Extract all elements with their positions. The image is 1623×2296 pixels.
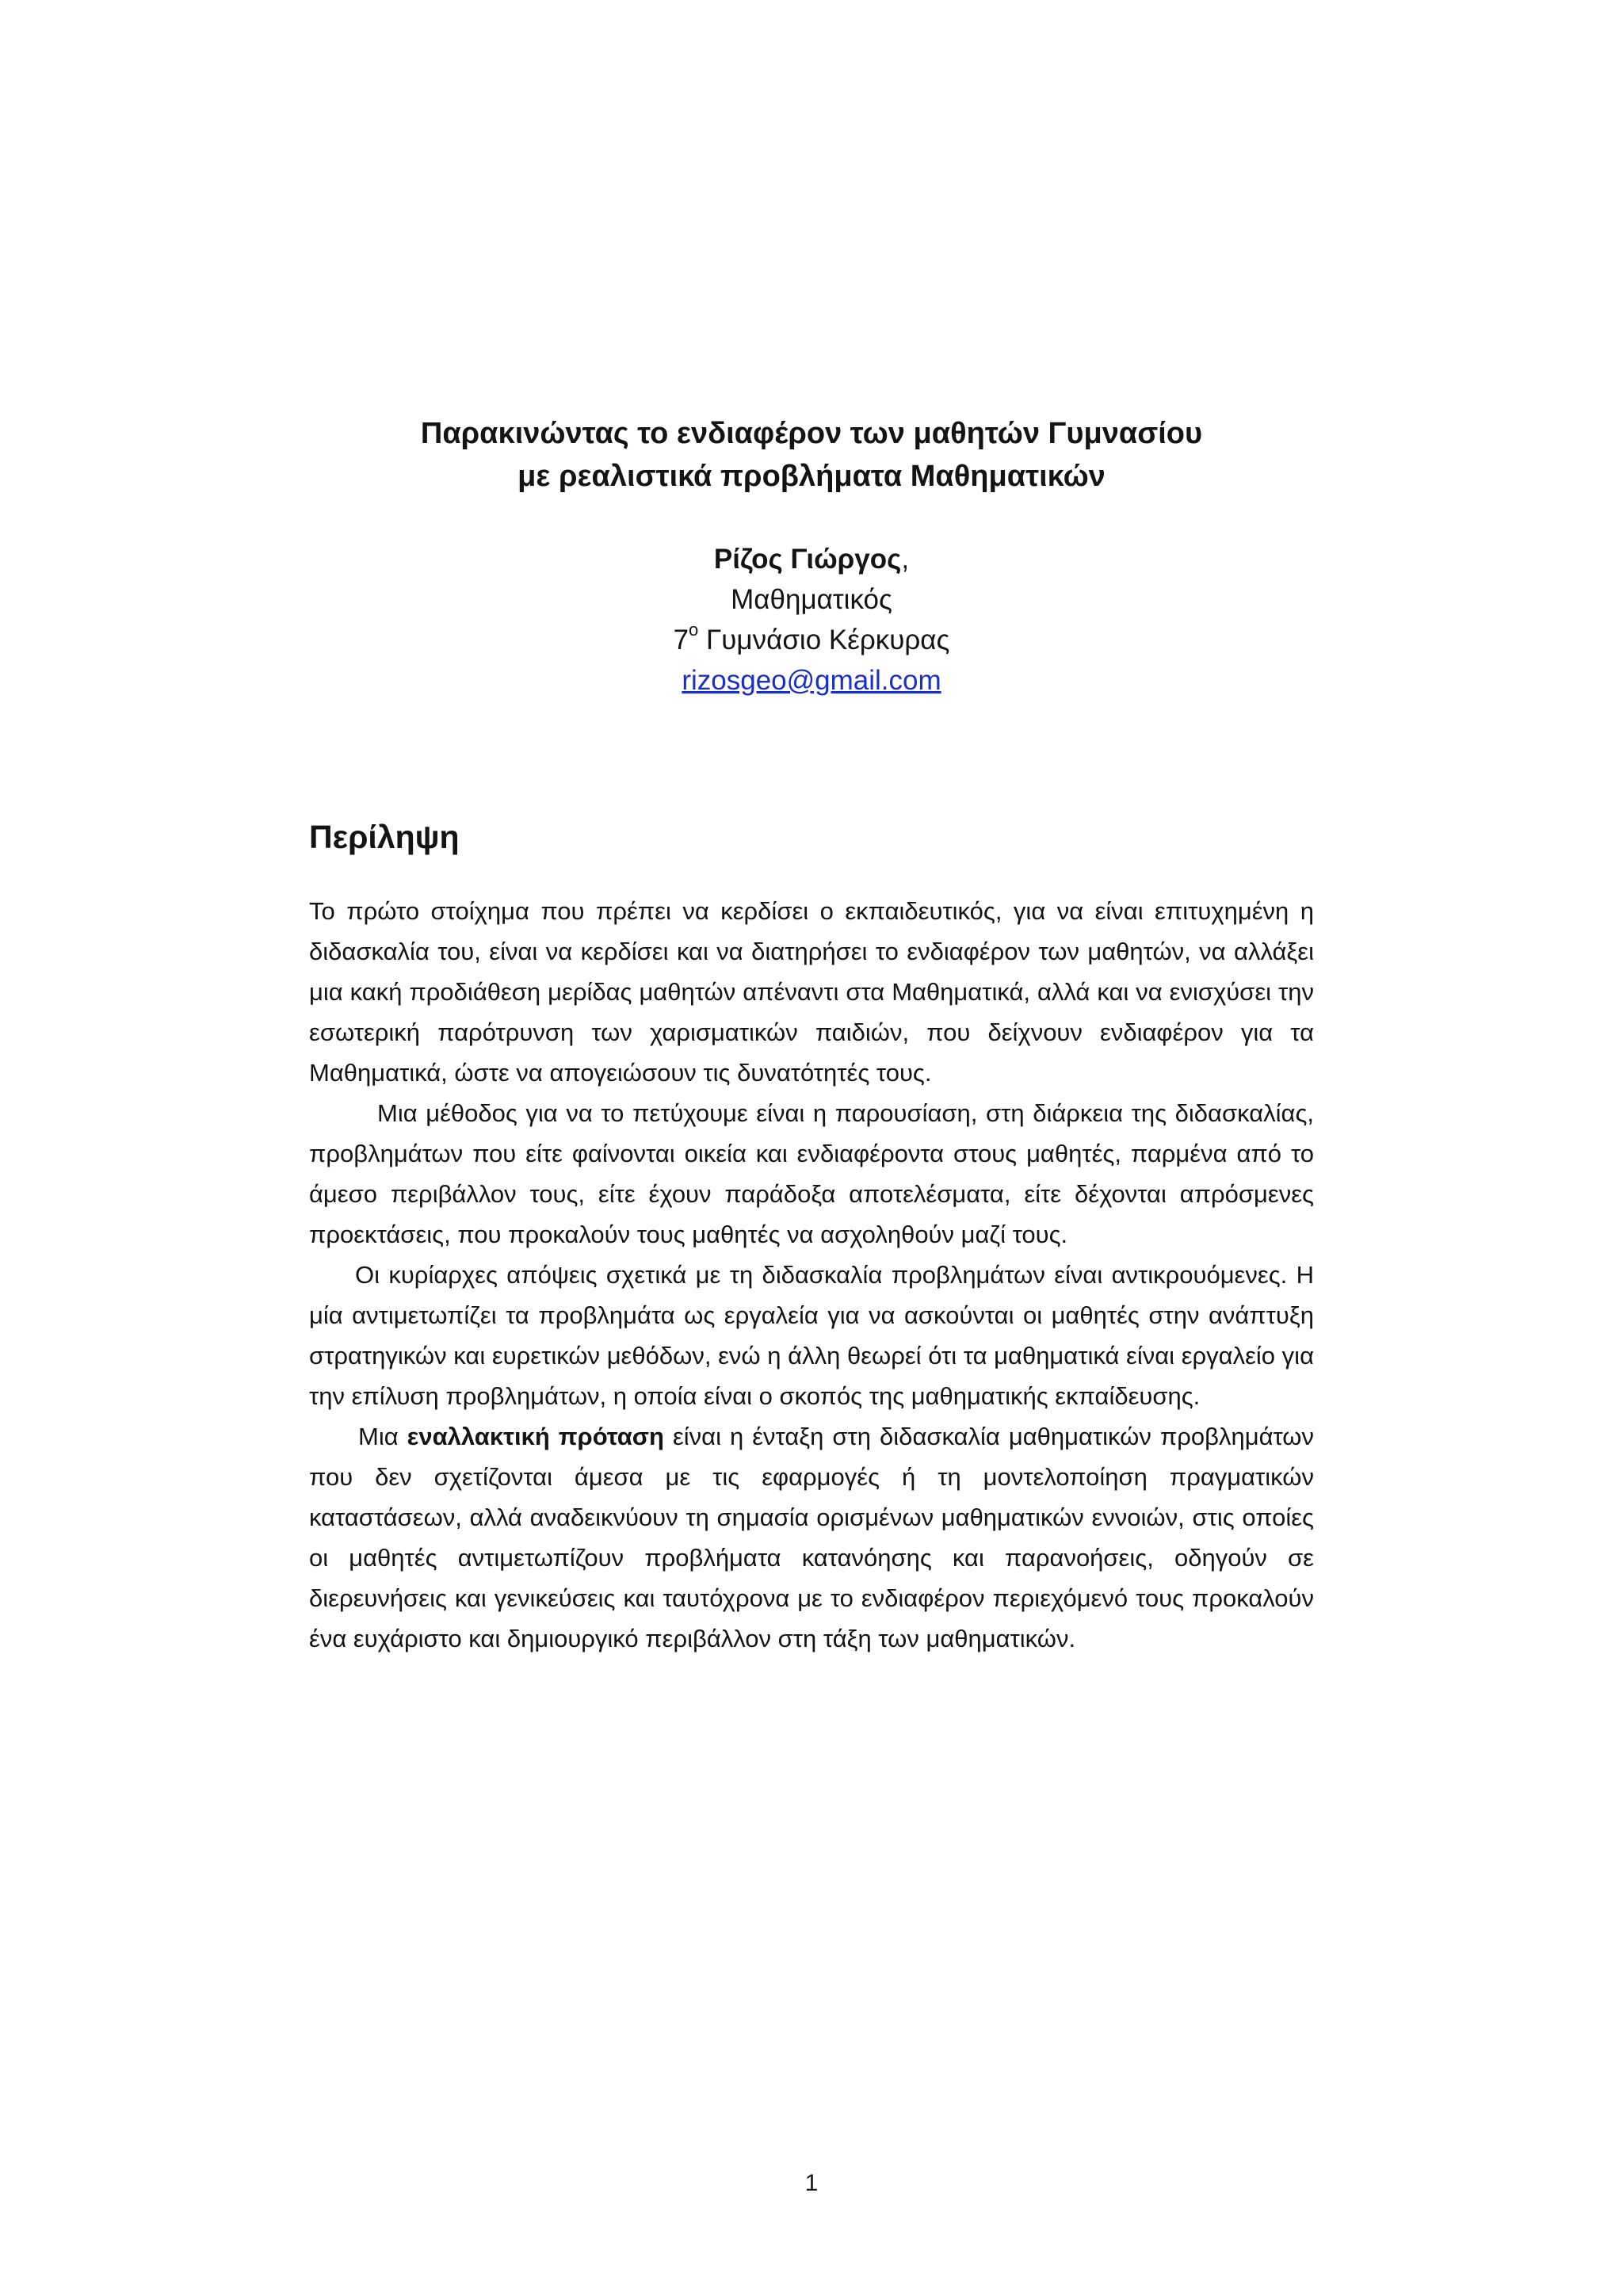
abstract-paragraph-2-text: Μια μέθοδος για να το πετύχουμε είναι η παρουσίαση, στη διάρκεια της διδασκαλίας, προβλημάτων που είτε φαίνονται οικεία και ενδιαφέροντα στους μαθητές, παρμένα από το άμεσο περιβάλλον τους, είτε έχουν παράδοξα αποτελέσματα, είτε δέχονται απρόσμενες προεκτάσεις, που προκαλούν τους μαθητές να ασχοληθούν μαζί τους.: [309, 1099, 1314, 1248]
abstract-body: [309, 891, 1314, 1659]
author-email-link[interactable]: rizosgeo@gmail.com: [682, 665, 941, 696]
author-name: Ρίζος Γιώργος: [713, 544, 902, 575]
author-email-line: [0, 660, 1623, 701]
abstract-paragraph-4-rest: είναι η ένταξη στη διδασκαλία μαθηματικών προβλημάτων που δεν σχετίζονται άμεσα με τις εφαρμογές ή τη μοντελοποίηση πραγματικών καταστάσεων, αλλά αναδεικνύουν τη σημασία ορισμένων μαθηματικών εννοιών, στις οποίες οι μαθητές αντιμετωπίζουν προβλήματα κατανόησης και παρανοήσεις, οδηγούν σε διερευνήσεις και γενικεύσεις και ταυτόχρονα με το ενδιαφέρον περιεχόμενό τους προκαλούν ένα ευχάριστο και δημιουργικό περιβάλλον στη τάξη των μαθηματικών.: [309, 1423, 1314, 1652]
page-number: 1: [804, 2170, 819, 2196]
abstract-paragraph-2: [309, 1093, 1314, 1255]
abstract-paragraph-4-bold: εναλλακτική πρόταση: [407, 1423, 664, 1450]
abstract-heading: Περίληψη: [309, 819, 460, 855]
school-ordinal-superscript: ο: [689, 620, 699, 640]
author-role: Μαθηματικός: [731, 584, 892, 615]
abstract-paragraph-3: [309, 1255, 1314, 1416]
abstract-paragraph-3-text: Οι κυρίαρχες απόψεις σχετικά με τη διδασκαλία προβλημάτων είναι αντικρουόμενες. Η μία αντιμετωπίζει τα προβλημάτα ως εργαλεία για να ασκούνται οι μαθητές στην ανάπτυξη στρατηγικών και ευρετικών μεθόδων, ενώ η άλλη θεωρεί ότι τα μαθηματικά είναι εργαλείο για την επίλυση προβλημάτων, η οποία είναι ο σκοπός της μαθηματικής εκπαίδευσης.: [309, 1261, 1314, 1410]
abstract-paragraph-1: Το πρώτο στοίχημα που πρέπει να κερδίσει ο εκπαιδευτικός, για να είναι επιτυχημένη η διδασκαλία του, είναι να κερδίσει και να διατηρήσει το ενδιαφέρον των μαθητών, να αλλάξει μια κακή προδιάθεση μερίδας μαθητών απέναντι στα Μαθηματικά, αλλά και να ενισχύσει την εσωτερική παρότρυνση των χαρισματικών παιδιών, που δείχνουν ενδιαφέρον για τα Μαθηματικά, ώστε να απογειώσουν τις δυνατότητές τους.: [309, 897, 1314, 1087]
school-number: 7: [673, 625, 689, 655]
author-name-line: [0, 539, 1623, 579]
title-line-2: με ρεαλιστικά προβλήματα Μαθηματικών: [517, 460, 1106, 493]
author-school: [0, 620, 1623, 660]
author-block: [0, 539, 1623, 701]
abstract-paragraph-4-start: Μια: [358, 1423, 407, 1450]
school-name: Γυμνάσιο Κέρκυρας: [706, 625, 950, 655]
document-title: [0, 412, 1623, 498]
abstract-paragraph-4: [309, 1416, 1314, 1659]
author-name-suffix: ,: [901, 544, 910, 575]
title-line-1: Παρακινώντας το ενδιαφέρον των μαθητών Γυμνασίου: [420, 417, 1203, 450]
